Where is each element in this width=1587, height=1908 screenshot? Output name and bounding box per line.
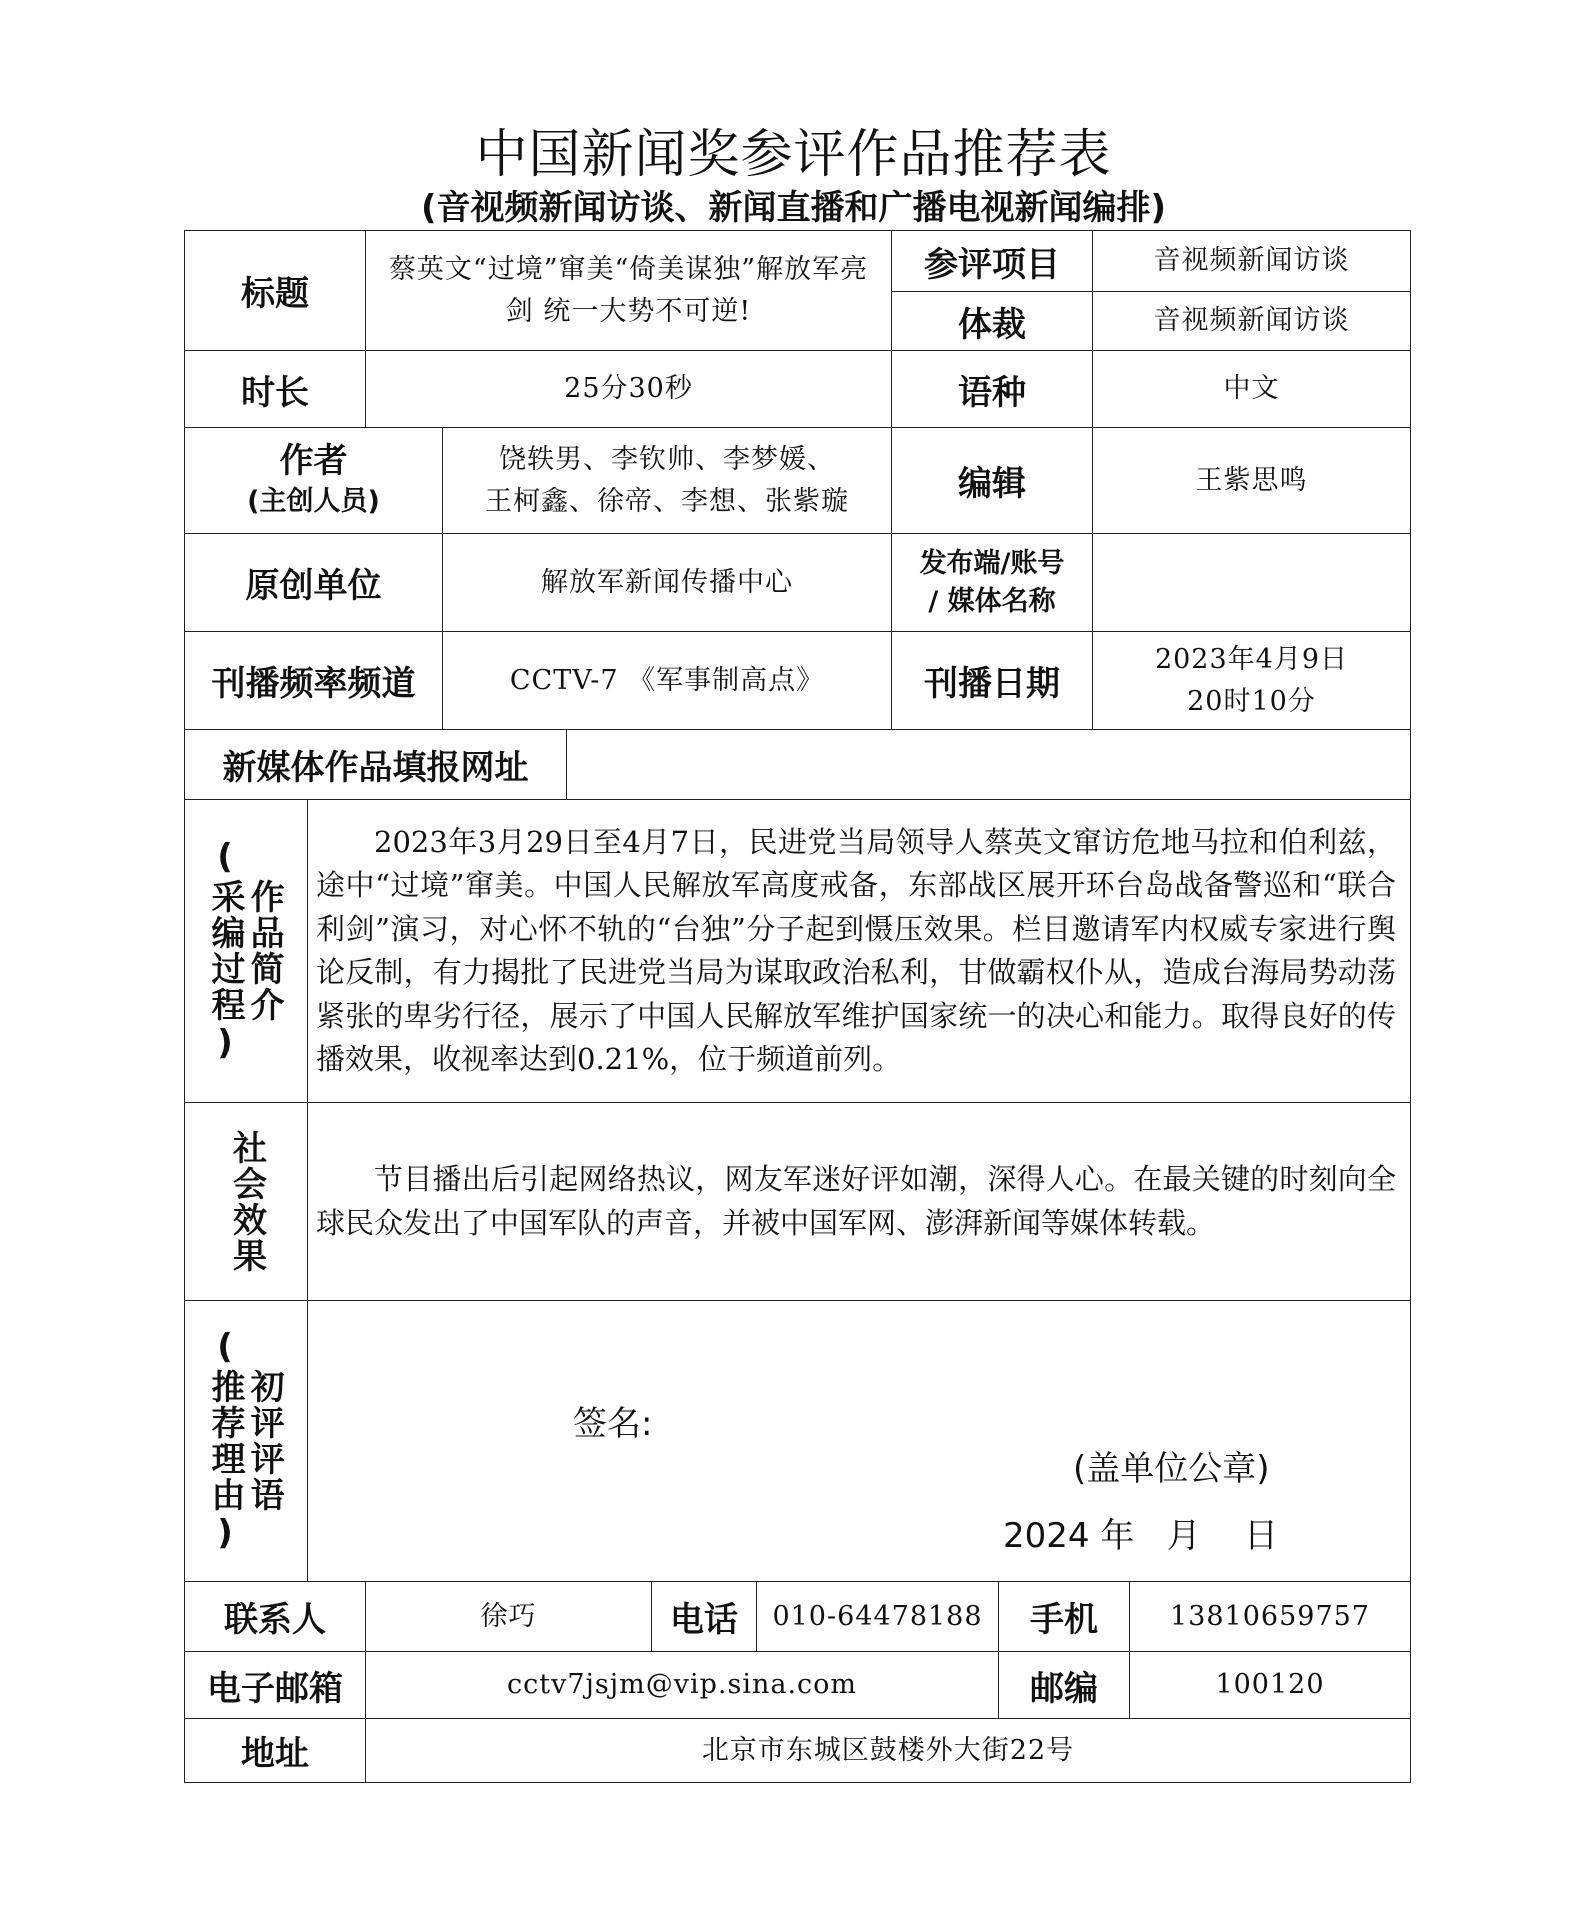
postcode-label-text: 邮编 xyxy=(1030,1668,1098,1709)
unit-value xyxy=(442,533,892,632)
effect-value xyxy=(307,1102,1411,1301)
phone-label xyxy=(651,1581,757,1652)
contact-value xyxy=(365,1581,652,1652)
effect-label-text: 社会效果 xyxy=(226,1129,267,1274)
page-title: 中国新闻奖参评作品推荐表 xyxy=(475,125,1112,185)
url-label-text: 新媒体作品填报网址 xyxy=(222,748,529,788)
language-value-text: 中文 xyxy=(1223,373,1280,405)
unit-label-text: 原创单位 xyxy=(245,566,382,606)
entry-label-text: 参评项目 xyxy=(924,244,1060,285)
summary-text: 2023年3月29日至4月7日，民进党当局领导人蔡英文窜访危地马拉和伯利兹，途中“过境”窜美。中国人民解放军高度戒备，东部战区展开环台岛战备警巡和“联合利剑”演习，对心怀不轨的“台独”分子起到慑压效果。栏目邀请军内权威专家进行舆论反制，有力揭批了民进党当局为谋取政治私利，甘做霸权仆从，造成台海局势动荡紧张的卑劣行径，展示了中国人民解放军维护国家统一的决心和能力。取得良好的传播效果，收视率达到0.21%，位于频道前列。 xyxy=(316,824,1396,1076)
entry-value-text: 音视频新闻访谈 xyxy=(1153,245,1350,277)
duration-label xyxy=(184,350,366,428)
address-label-text: 地址 xyxy=(241,1734,309,1774)
date-label xyxy=(891,631,1093,730)
email-label xyxy=(184,1651,366,1719)
publish-label-line-1: 发布端/账号 xyxy=(919,547,1065,579)
date-value xyxy=(1092,631,1411,730)
address-value xyxy=(365,1718,1411,1783)
publish-label xyxy=(891,533,1093,632)
contact-value-text: 徐巧 xyxy=(480,1600,537,1632)
phone-value-text: 010-64478188 xyxy=(772,1600,983,1632)
language-label xyxy=(891,350,1093,428)
sign-date: 2024 年 月 日 xyxy=(1003,1516,1278,1556)
channel-label-text: 刊播频率频道 xyxy=(211,664,416,704)
channel-value-text: CCTV-7 《军事制高点》 xyxy=(509,664,825,696)
mobile-value xyxy=(1129,1581,1411,1652)
entry-value xyxy=(1092,230,1411,292)
channel-value xyxy=(442,631,892,730)
duration-label-text: 时长 xyxy=(241,372,309,413)
page-subtitle: (音视频新闻访谈、新闻直播和广播电视新闻编排) xyxy=(420,188,1167,228)
genre-value xyxy=(1092,291,1411,351)
author-label-text: 作者 xyxy=(279,441,348,482)
language-label-text: 语种 xyxy=(958,372,1026,413)
effect-label xyxy=(184,1102,308,1301)
phone-value xyxy=(756,1581,999,1652)
mobile-label-text: 手机 xyxy=(1030,1600,1098,1640)
email-value xyxy=(365,1651,999,1719)
title-value-text: 蔡英文“过境”窜美“倚美谋独”解放军亮剑 统一大势不可逆! xyxy=(388,253,869,327)
seal-label: (盖单位公章) xyxy=(1073,1449,1270,1489)
genre-value-text: 音视频新闻访谈 xyxy=(1153,305,1350,337)
address-label xyxy=(184,1718,366,1783)
date-label-text: 刊播日期 xyxy=(924,664,1060,704)
date-line-2: 20时10分 xyxy=(1187,685,1316,717)
recommendation-form xyxy=(184,230,1411,1783)
author-line-2: 王柯鑫、徐帝、李想、张紫璇 xyxy=(485,485,849,517)
phone-label-text: 电话 xyxy=(670,1600,738,1640)
email-value-text: cctv7jsjm@vip.sina.com xyxy=(506,1669,858,1701)
duration-value-text: 25分30秒 xyxy=(564,373,693,405)
genre-label xyxy=(891,291,1093,351)
author-label xyxy=(184,427,443,534)
postcode-label xyxy=(998,1651,1130,1719)
duration-value xyxy=(365,350,892,428)
address-value-text: 北京市东城区鼓楼外大街22号 xyxy=(701,1734,1075,1766)
summary-value xyxy=(307,799,1411,1103)
summary-sublabel-text: (采编过程) xyxy=(205,837,245,1065)
editor-label xyxy=(891,427,1093,534)
title-label-text: 标题 xyxy=(241,274,309,314)
publish-label-line-2: / 媒体名称 xyxy=(928,585,1056,617)
author-value xyxy=(442,427,892,534)
editor-value xyxy=(1092,427,1411,534)
publish-value xyxy=(1092,533,1411,632)
url-value xyxy=(566,729,1411,800)
contact-label-text: 联系人 xyxy=(224,1600,326,1640)
title-value xyxy=(365,230,892,351)
genre-label-text: 体裁 xyxy=(958,304,1026,345)
review-label-text: 初评评语 xyxy=(244,1369,285,1513)
review-label xyxy=(184,1300,308,1582)
review-sublabel-text: (推荐理由) xyxy=(205,1327,245,1555)
entry-label xyxy=(891,230,1093,292)
editor-value-text: 王紫思鸣 xyxy=(1195,464,1308,496)
title-label xyxy=(184,230,366,351)
email-label-text: 电子邮箱 xyxy=(207,1668,343,1709)
postcode-value-text: 100120 xyxy=(1215,1669,1325,1701)
date-line-1: 2023年4月9日 xyxy=(1154,643,1349,675)
unit-label xyxy=(184,533,443,632)
url-label xyxy=(184,729,567,800)
mobile-value-text: 13810659757 xyxy=(1170,1600,1370,1632)
channel-label xyxy=(184,631,443,730)
postcode-value xyxy=(1129,1651,1411,1719)
effect-text: 节目播出后引起网络热议，网友军迷好评如潮，深得人心。在最关键的时刻向全球民众发出了中国军队的声音，并被中国军网、澎湃新闻等媒体转载。 xyxy=(316,1162,1396,1240)
author-sublabel-text: (主创人员) xyxy=(247,485,380,517)
review-value xyxy=(307,1300,1411,1582)
summary-label xyxy=(184,799,308,1103)
unit-value-text: 解放军新闻传播中心 xyxy=(541,566,793,598)
summary-label-text: 作品简介 xyxy=(244,879,285,1023)
signature-label: 签名: xyxy=(573,1404,653,1444)
language-value xyxy=(1092,350,1411,428)
mobile-label xyxy=(998,1581,1130,1652)
contact-label xyxy=(184,1581,366,1652)
editor-label-text: 编辑 xyxy=(958,464,1026,504)
author-line-1: 饶轶男、李钦帅、李梦媛、 xyxy=(499,443,835,475)
